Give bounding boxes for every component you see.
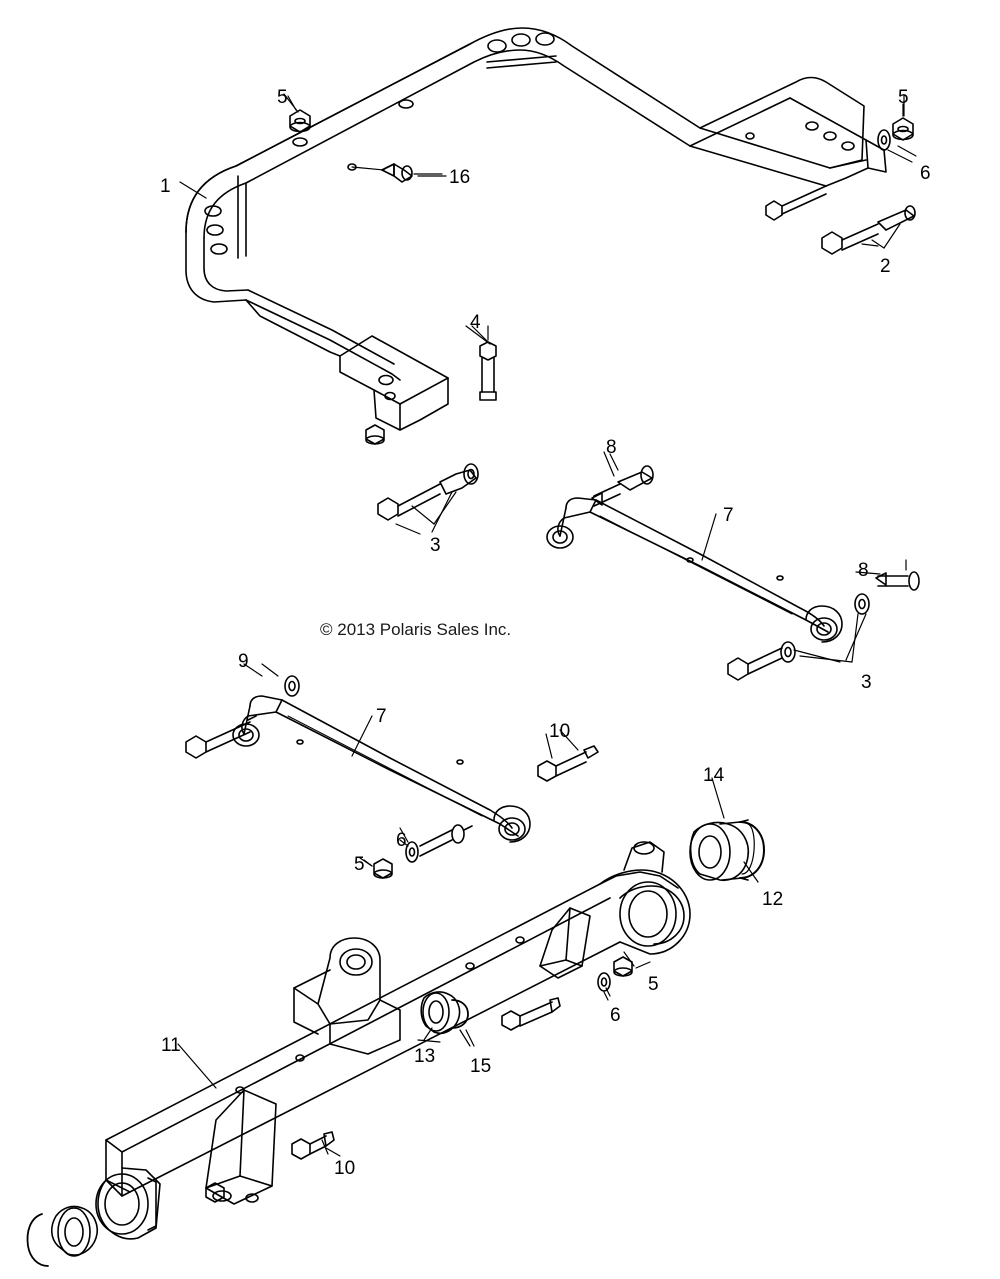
callout-11-axle-housing: 11 [161, 1035, 181, 1056]
callout-3-left: 3 [430, 535, 441, 556]
callout-5-top-right: 5 [898, 87, 909, 108]
callout-10-upper: 10 [549, 721, 571, 742]
callout-5-axle: 5 [648, 974, 659, 995]
copyright-notice: © 2013 Polaris Sales Inc. [320, 620, 512, 639]
callout-12-retaining-ring: 12 [762, 889, 784, 910]
callout-8-right: 8 [858, 560, 869, 581]
callout-6-axle: 6 [610, 1005, 621, 1026]
callout-10-lower: 10 [334, 1158, 356, 1179]
callout-5-top-left: 5 [277, 87, 288, 108]
callout-7-upper-rod: 7 [723, 505, 734, 526]
callout-1-frame: 1 [160, 176, 171, 197]
callout-7-lower-rod: 7 [376, 706, 387, 727]
callout-6-top-right: 6 [920, 163, 931, 184]
callout-9-bushing: 9 [238, 651, 249, 672]
callout-14-bearing-housing: 14 [703, 765, 725, 786]
callout-8-upper: 8 [606, 437, 617, 458]
callout-16-bolt: 16 [449, 167, 471, 188]
callout-13-bearing: 13 [414, 1046, 436, 1067]
callout-3-right: 3 [861, 672, 872, 693]
callout-5-lower-rod: 5 [354, 854, 365, 875]
callout-4-bolt: 4 [470, 312, 481, 333]
callout-2-bolt: 2 [880, 256, 891, 277]
callout-6-lower-rod: 6 [396, 830, 407, 851]
callout-15-snap-ring: 15 [470, 1056, 492, 1077]
